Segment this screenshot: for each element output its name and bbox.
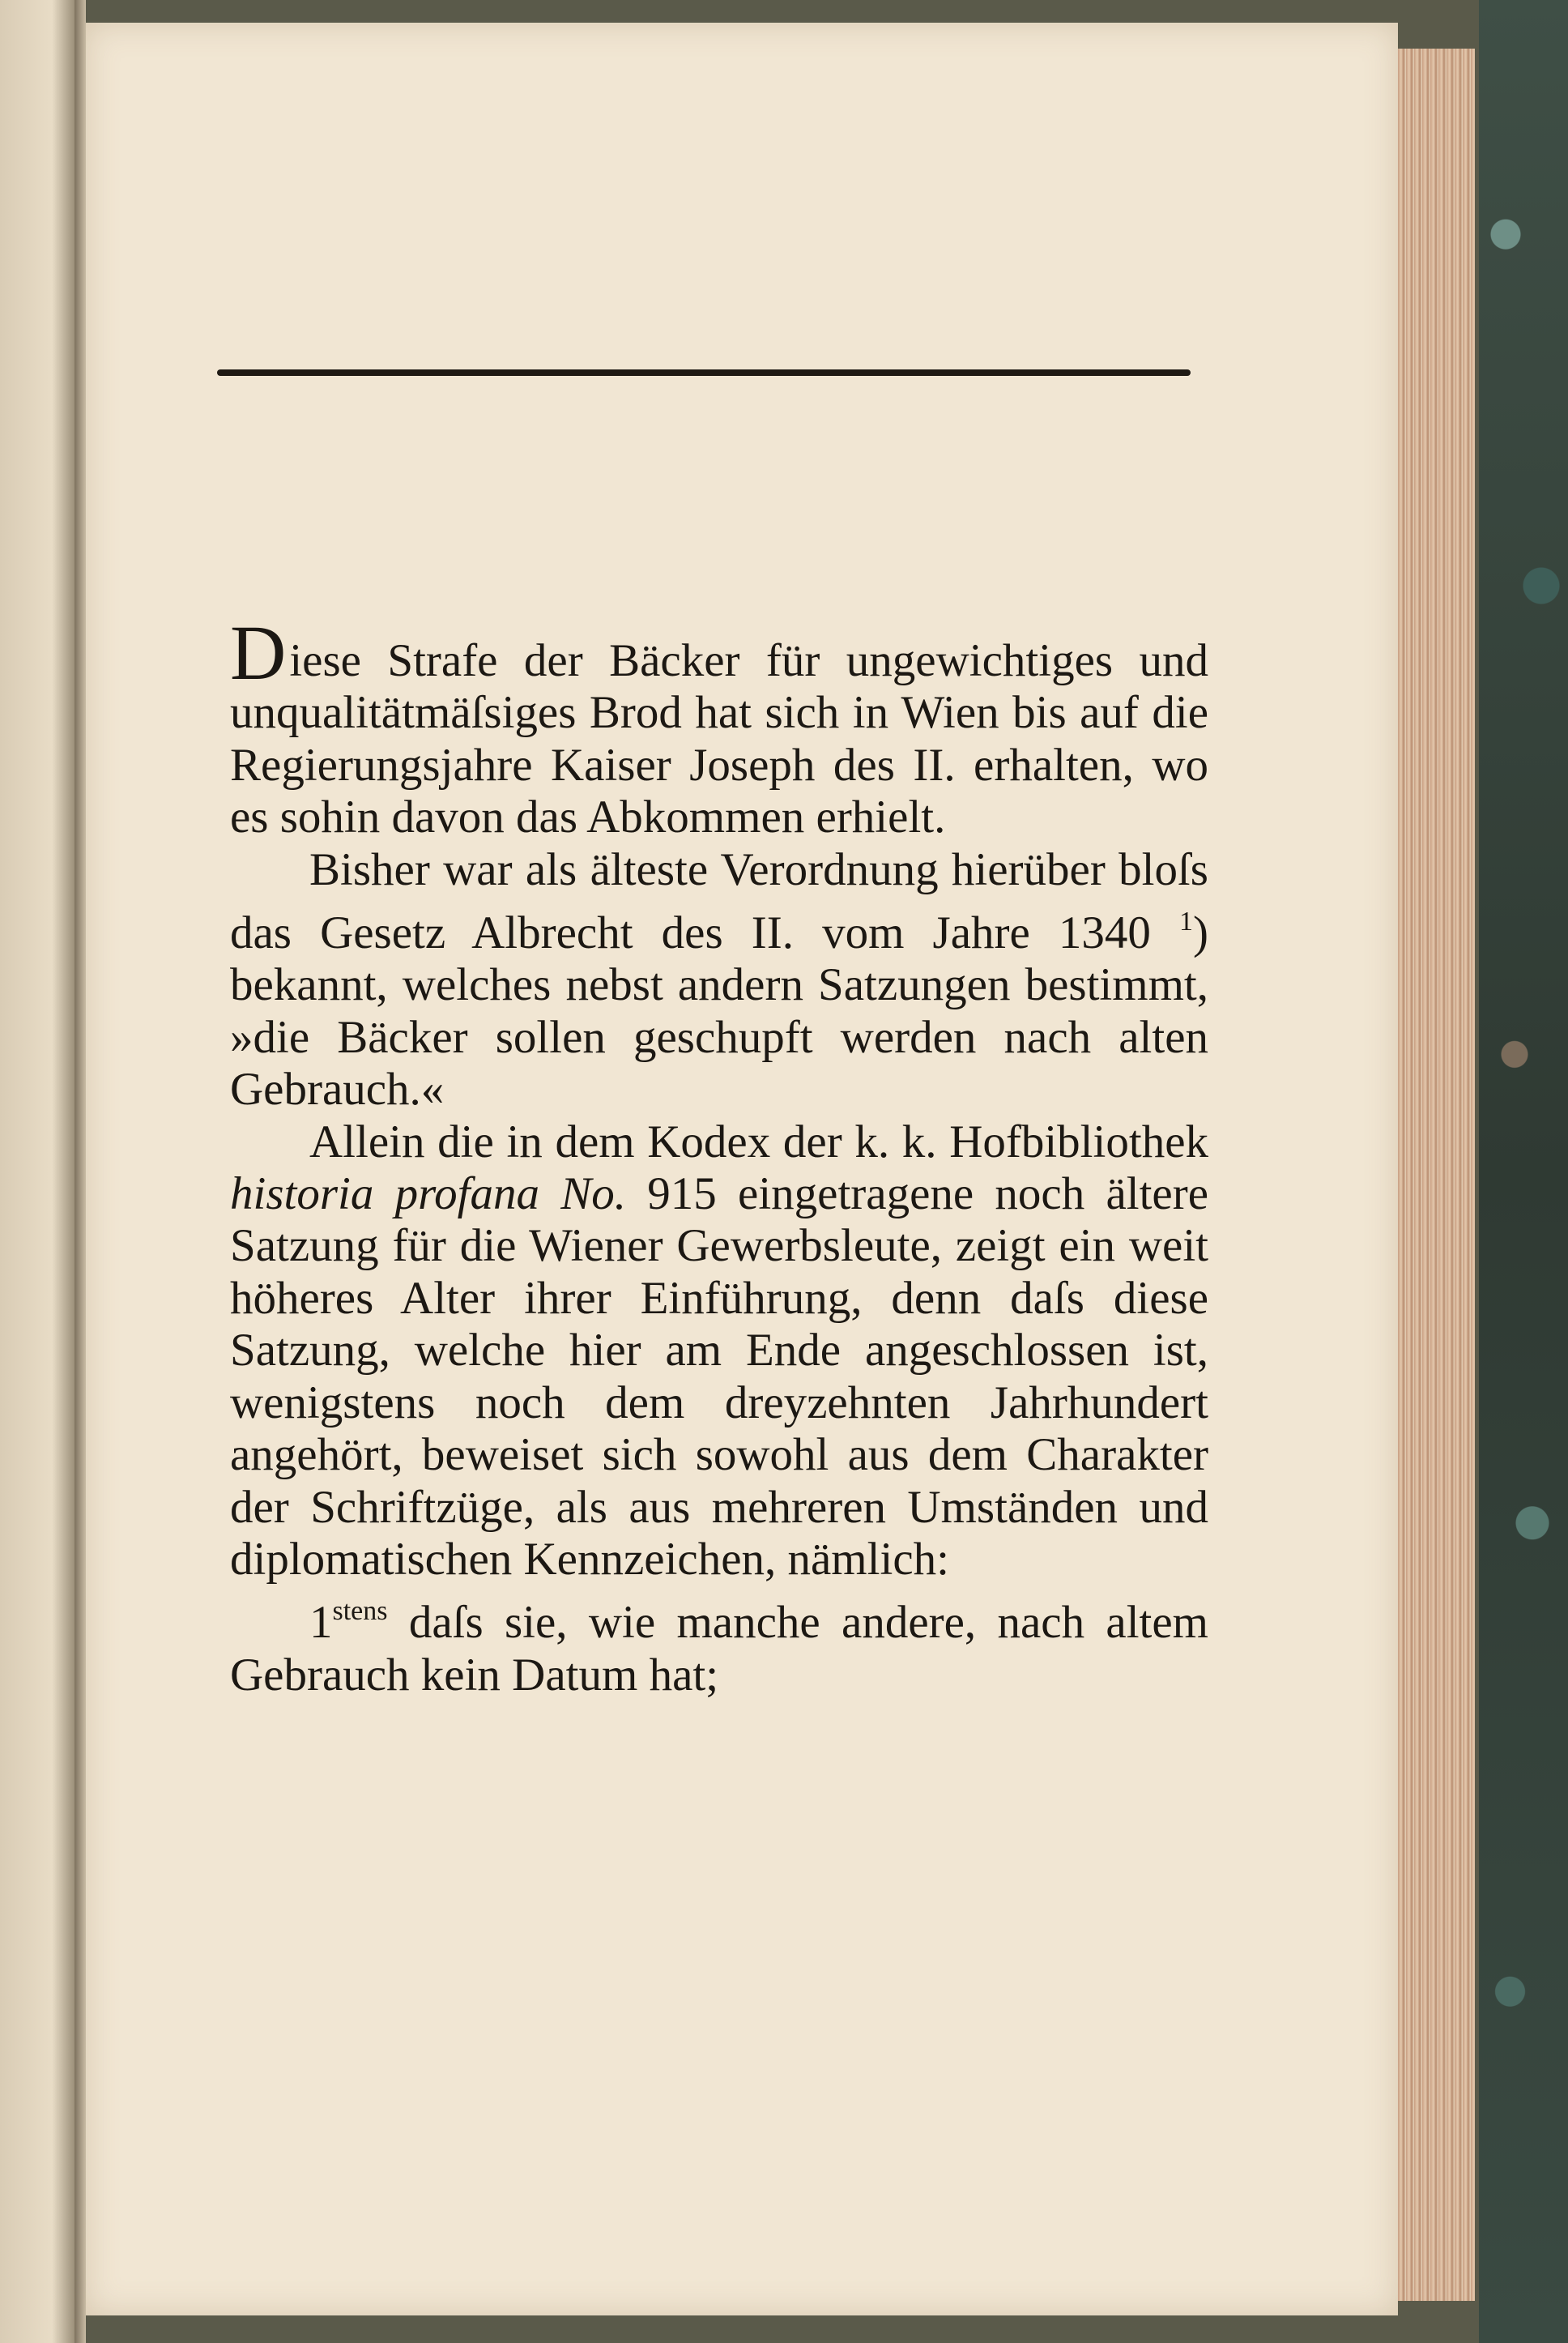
drop-cap: D — [230, 609, 287, 696]
facing-page-edge — [0, 0, 75, 2343]
body-text — [230, 609, 1209, 1701]
ordinal-number: 1 — [309, 1597, 333, 1649]
paragraph-2-text-after: ) bekannt, welches nebst andern Satzungen bestimmt, »die Bäcker sollen geschupft werden nach alten Gebrauch.« — [230, 907, 1208, 1116]
ordinal-suffix: stens — [332, 1596, 388, 1627]
paragraph-1-text: iese Strafe der Bäcker für ungewichtiges und unqualitätmäſsiges Brod hat sich in Wien bis auf die Regierungsjahre Kaiser Joseph des II. erhalten, wo es sohin davon das Abkommen erhielt. — [230, 635, 1208, 843]
book-gutter — [75, 0, 86, 2343]
paragraph-3-text-before: Allein die in dem Kodex der k. k. Hofbibliothek — [309, 1116, 1208, 1167]
paragraph-2-text: Bisher war als älteste Verordnung hierüber bloſs das Gesetz Albrecht des II. vom Jahre 1340 — [230, 843, 1208, 959]
header-rule — [217, 369, 1191, 376]
marbled-cover — [1479, 0, 1568, 2343]
paragraph-3 — [230, 1116, 1208, 1586]
codex-title: historia profana — [230, 1168, 540, 1220]
footnote-mark: 1 — [1179, 907, 1194, 937]
paragraph-1 — [230, 609, 1208, 844]
paragraph-2 — [230, 844, 1208, 1116]
paragraph-4-text: daſs sie, wie manche andere, nach altem Gebrauch kein Datum hat; — [230, 1597, 1208, 1701]
page-stack-edges — [1398, 49, 1475, 2301]
paragraph-4 — [230, 1585, 1208, 1701]
numero-sign: No. — [560, 1168, 627, 1220]
paragraph-3-text-after: 915 eingetragene noch ältere Satzung für die Wiener Gewerbsleute, zeigt ein weit höheres Alter ihrer Einführung, denn daſs diese Satzung, welche hier am Ende angeschlossen ist, wenigstens noch dem dreyzehnten Jahrhundert angehört, beweiset sich sowohl aus dem Charakter der Schriftzüge, als aus mehreren Umständen und diplomatischen Kennzeichen, nämlich: — [230, 1168, 1209, 1585]
